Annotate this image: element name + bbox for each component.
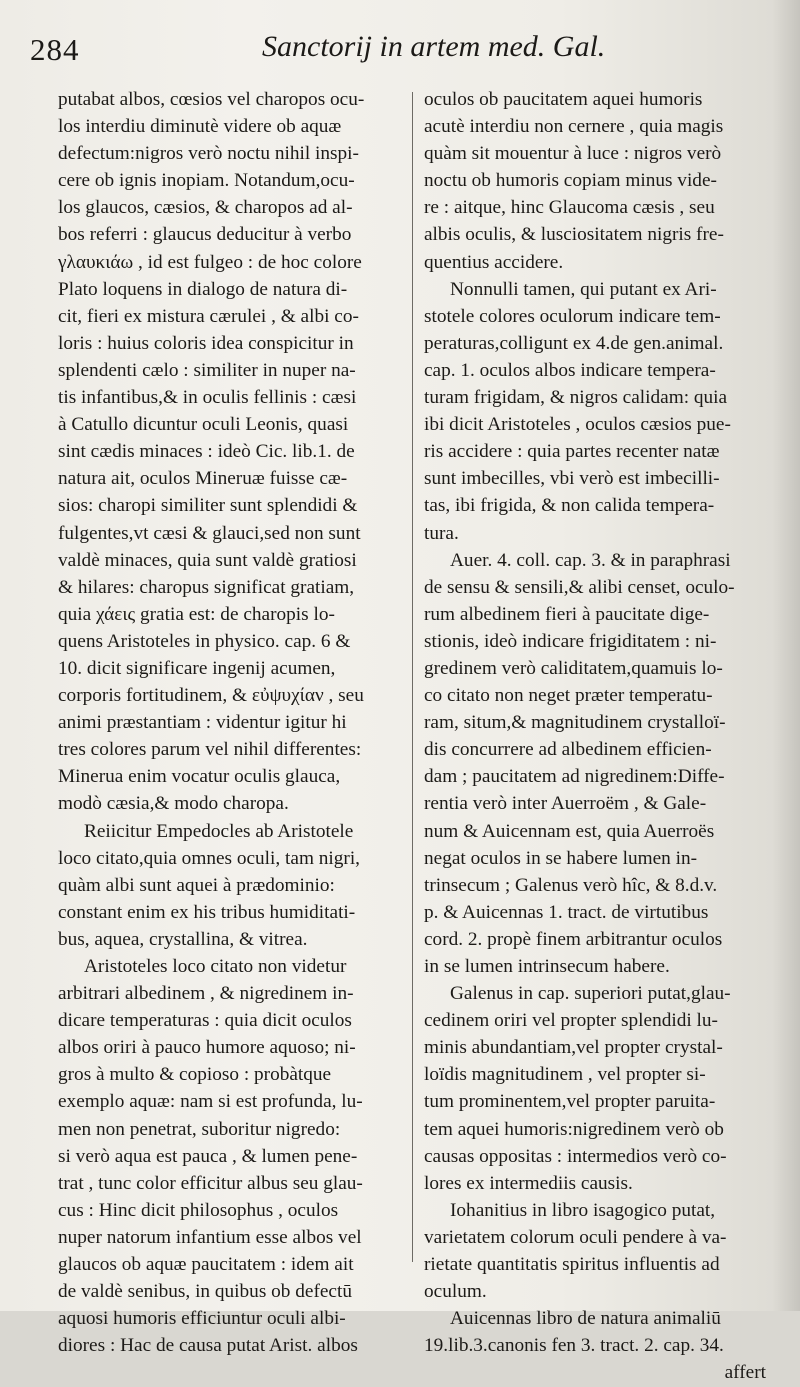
text-line: tem aquei humoris:nigredinem verò ob: [424, 1118, 724, 1140]
right-text-column: [424, 86, 770, 1387]
text-line: num & Auicennam est, quia Auerroës: [424, 820, 715, 842]
text-line: sios: charopi similiter sunt splendidi &: [58, 495, 358, 517]
text-line: cere ob ignis inopiam. Notandum,ocu-: [58, 170, 355, 192]
catchword: affert: [724, 1362, 766, 1384]
text-line: cord. 2. propè finem arbitrantur oculos: [424, 928, 723, 950]
text-line: Reiicitur Empedocles ab Aristotele: [84, 820, 354, 842]
text-line: oculos ob paucitatem aquei humoris: [424, 89, 703, 110]
text-line: 10. dicit significare ingenij acumen,: [58, 657, 336, 679]
text-line: ibi dicit Aristoteles , oculos cæsios pue-: [424, 414, 731, 436]
text-line: 19.lib.3.canonis fen 3. tract. 2. cap. 34.: [424, 1335, 724, 1357]
text-line: quia χάεις gratia est: de charopis lo-: [58, 603, 335, 625]
text-line: dis concurrere ad albedinem efficien-: [424, 739, 712, 761]
text-line: los glaucos, cæsios, & charopos ad al-: [58, 197, 353, 219]
text-line: loco citato,quia omnes oculi, tam nigri,: [58, 847, 361, 869]
page-number: 284: [30, 32, 80, 67]
text-line: trat , tunc color efficitur albus seu glau-: [58, 1172, 363, 1194]
text-line: p. & Auicennas 1. tract. de virtutibus: [424, 901, 709, 923]
text-line: cedinem oriri vel propter splendidi lu-: [424, 1010, 718, 1032]
text-line: albis oculis, & lusciositatem nigris fre-: [424, 224, 724, 246]
text-line: constant enim ex his tribus humiditati-: [58, 901, 356, 923]
text-line: de sensu & sensili,& alibi censet, oculo-: [424, 576, 735, 598]
text-line: negat oculos in se habere lumen in-: [424, 847, 698, 869]
text-line: natura ait, oculos Mineruæ fuisse cæ-: [58, 468, 348, 490]
text-line: bos referri : glaucus deducitur à verbo: [58, 224, 352, 246]
text-line: animi præstantiam : videntur igitur hi: [58, 712, 347, 734]
text-line: Plato loquens in dialogo de natura di-: [58, 278, 348, 300]
text-line: minis abundantiam,vel propter crystal-: [424, 1037, 723, 1059]
text-line: trinsecum ; Galenus verò hîc, & 8.d.v.: [424, 874, 718, 896]
text-line: dicare temperaturas : quia dicit oculos: [58, 1010, 352, 1032]
text-line: nuper natorum infantium esse albos vel: [58, 1226, 362, 1248]
text-line: rentia verò inter Auerroëm , & Gale-: [424, 793, 707, 815]
text-line: γλαυκιάω , id est fulgeo : de hoc colore: [58, 251, 362, 273]
text-line: loïdis magnitudinem , vel propter si-: [424, 1064, 706, 1086]
text-line: cus : Hinc dicit philosophus , oculos: [58, 1199, 339, 1221]
text-line: sint cædis minaces : ideò Cic. lib.1. de: [58, 441, 355, 463]
text-line: & hilares: charopus significat gratiam,: [58, 576, 355, 598]
text-line: rietate quantitatis spiritus influentis ad: [424, 1254, 720, 1276]
text-line: ris accidere : quia partes recenter natæ: [424, 441, 720, 463]
text-line: noctu ob humoris copiam minus vide-: [424, 170, 717, 192]
text-line: tas, ibi frigida, & non calida tempera-: [424, 495, 715, 517]
text-line: putabat albos, cœsios vel charopos ocu-: [58, 89, 365, 110]
text-line: oculum.: [424, 1281, 487, 1303]
text-line: corporis fortitudinem, & εὐψυχίαν , seu: [58, 685, 364, 707]
text-line: quàm sit mouentur à luce : nigros verò: [424, 143, 722, 165]
text-line: stionis, ideò indicare frigiditatem : ni-: [424, 630, 717, 652]
text-line: sunt imbecilles, vbi verò est imbecilli-: [424, 468, 720, 490]
text-line: fulgentes,vt cæsi & glauci,sed non sunt: [58, 522, 361, 544]
text-line: aquosi humoris efficiuntur oculi albi-: [58, 1308, 346, 1330]
text-line: tres colores parum vel nihil differentes:: [58, 739, 362, 761]
column-divider: [412, 92, 413, 1262]
text-line: tum prominentem,vel propter paruita-: [424, 1091, 716, 1113]
page-edge-shadow: [772, 0, 800, 1311]
text-line: acutè interdiu non cernere , quia magis: [424, 116, 724, 138]
text-line: bus, aquea, crystallina, & vitrea.: [58, 928, 308, 950]
text-line: albos oriri à pauco humore aquoso; ni-: [58, 1037, 356, 1059]
text-line: ram, situm,& magnitudinem crystalloï-: [424, 712, 726, 734]
text-line: glaucos ob aquæ paucitatem : idem ait: [58, 1254, 354, 1276]
text-line: cap. 1. oculos albos indicare tempera-: [424, 359, 716, 381]
text-line: diores : Hac de causa putat Arist. albos: [58, 1335, 358, 1357]
text-line: in se lumen intrinsecum habere.: [424, 956, 670, 977]
text-line: quens Aristoteles in physico. cap. 6 &: [58, 630, 351, 652]
text-line: tis infantibus,& in oculis fellinis : cæsi: [58, 387, 357, 409]
text-line: Auicennas libro de natura animaliū: [450, 1308, 721, 1330]
text-line: de valdè senibus, in quibus ob defectū: [58, 1281, 352, 1303]
text-line: rum albedinem fieri à paucitate dige-: [424, 603, 710, 625]
text-line: à Catullo dicuntur oculi Leonis, quasi: [58, 414, 349, 436]
text-line: los interdiu diminutè videre ob aquæ: [58, 116, 342, 138]
text-line: turam frigidam, & nigros calidam: quia: [424, 387, 728, 409]
text-line: peraturas,colligunt ex 4.de gen.animal.: [424, 332, 724, 354]
text-line: re : aitque, hinc Glaucoma cæsis , seu: [424, 197, 715, 219]
text-line: exemplo aquæ: nam si est profunda, lu-: [58, 1091, 363, 1113]
text-line: loris : huius coloris idea conspicitur in: [58, 332, 354, 354]
text-line: gredinem verò caliditatem,quamuis lo-: [424, 657, 723, 679]
text-line: dam ; paucitatem ad nigredinem:Diffe-: [424, 766, 725, 788]
left-text-column: [58, 86, 410, 1359]
text-line: Minerua enim vocatur oculis glauca,: [58, 766, 341, 788]
text-line: men non penetrat, suboritur nigredo:: [58, 1118, 341, 1140]
text-line: co citato non neget præter temperatu-: [424, 685, 713, 707]
page-header: [0, 28, 800, 78]
text-line: stotele colores oculorum indicare tem-: [424, 305, 721, 327]
text-line: Auer. 4. coll. cap. 3. & in paraphrasi: [450, 549, 731, 571]
text-line: Iohanitius in libro isagogico putat,: [450, 1199, 716, 1221]
text-line: splendenti cælo : similiter in nuper na-: [58, 359, 356, 381]
text-line: si verò aqua est pauca , & lumen pene-: [58, 1145, 358, 1167]
text-line: defectum:nigros verò noctu nihil inspi-: [58, 143, 359, 165]
text-line: gros à multo & copioso : probàtque: [58, 1064, 332, 1086]
text-line: lores ex intermediis causis.: [424, 1172, 633, 1194]
text-line: varietatem colorum oculi pendere à va-: [424, 1226, 727, 1248]
text-line: quentius accidere.: [424, 251, 564, 273]
text-line: causas oppositas : intermedios verò co-: [424, 1145, 727, 1167]
text-line: tura.: [424, 522, 459, 544]
text-line: modò cæsia,& modo charopa.: [58, 793, 289, 815]
text-line: Galenus in cap. superiori putat,glau-: [450, 983, 731, 1005]
text-line: arbitrari albedinem , & nigredinem in-: [58, 983, 354, 1005]
running-title: Sanctorij in artem med. Gal.: [262, 30, 606, 63]
text-line: quàm albi sunt aquei à prædominio:: [58, 874, 335, 896]
text-line: valdè minaces, quia sunt valdè gratiosi: [58, 549, 357, 571]
text-line: cit, fieri ex mistura cærulei , & albi co-: [58, 305, 359, 327]
text-line: Aristoteles loco citato non videtur: [84, 956, 347, 977]
text-line: Nonnulli tamen, qui putant ex Ari-: [450, 278, 717, 300]
